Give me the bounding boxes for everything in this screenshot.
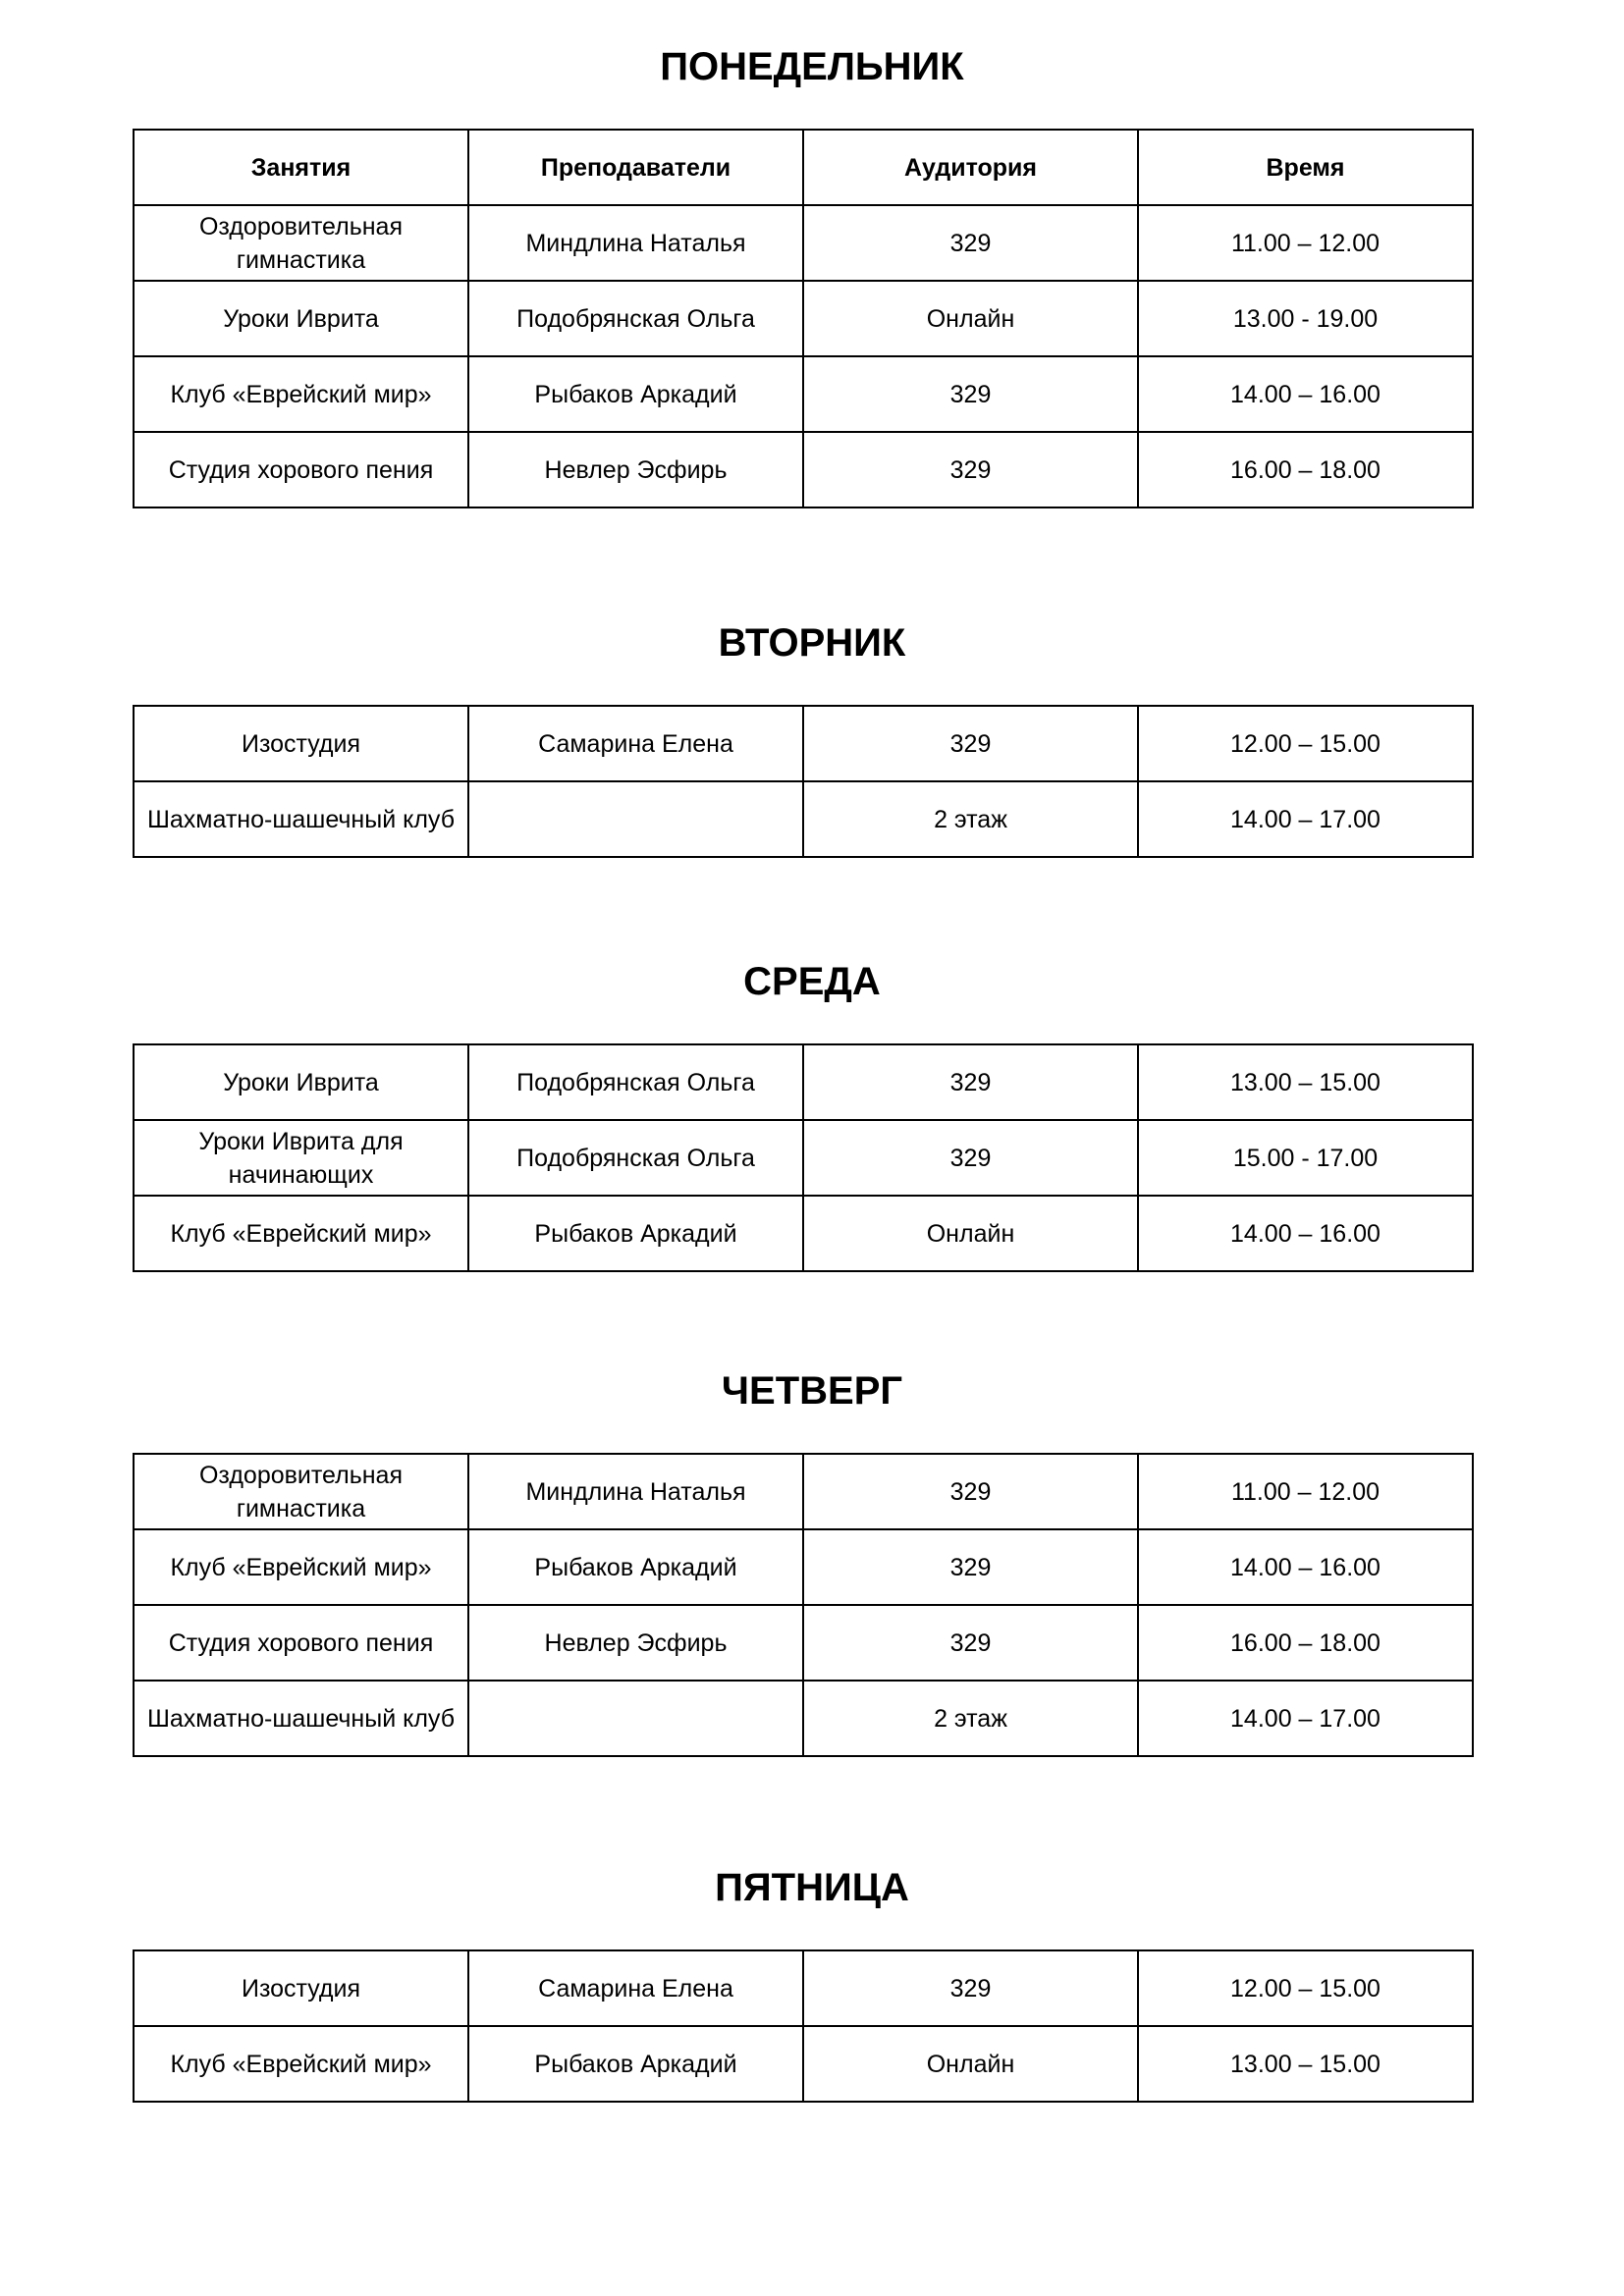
cell-teacher: Рыбаков Аркадий	[468, 356, 803, 432]
cell-time: 14.00 – 16.00	[1138, 1196, 1473, 1271]
cell-room: 329	[803, 205, 1138, 281]
header-teacher: Преподаватели	[468, 130, 803, 205]
header-room: Аудитория	[803, 130, 1138, 205]
cell-teacher: Рыбаков Аркадий	[468, 2026, 803, 2102]
cell-teacher: Подобрянская Ольга	[468, 1044, 803, 1120]
table-row	[134, 1196, 1473, 1271]
cell-teacher: Самарина Елена	[468, 1950, 803, 2026]
schedule-table-thursday	[133, 1453, 1474, 1757]
cell-teacher	[468, 1681, 803, 1756]
table-row	[134, 1681, 1473, 1756]
day-title-monday: ПОНЕДЕЛЬНИК	[660, 45, 964, 88]
cell-subject: Изостудия	[134, 1950, 468, 2026]
cell-time: 14.00 – 16.00	[1138, 356, 1473, 432]
cell-subject: Оздоровительная гимнастика	[134, 1454, 468, 1529]
cell-room: 329	[803, 356, 1138, 432]
cell-time: 16.00 – 18.00	[1138, 1605, 1473, 1681]
day-title-wednesday: СРЕДА	[743, 960, 881, 1003]
cell-subject: Студия хорового пения	[134, 432, 468, 507]
cell-room: Онлайн	[803, 1196, 1138, 1271]
cell-time: 11.00 – 12.00	[1138, 1454, 1473, 1529]
table-row	[134, 281, 1473, 356]
cell-time: 12.00 – 15.00	[1138, 1950, 1473, 2026]
schedule-table-tuesday	[133, 705, 1474, 858]
cell-time: 13.00 – 15.00	[1138, 2026, 1473, 2102]
cell-subject: Уроки Иврита	[134, 1044, 468, 1120]
cell-subject: Уроки Иврита для начинающих	[134, 1120, 468, 1196]
header-time: Время	[1138, 130, 1473, 205]
cell-teacher: Рыбаков Аркадий	[468, 1196, 803, 1271]
cell-subject: Уроки Иврита	[134, 281, 468, 356]
table-row	[134, 1120, 1473, 1196]
table-header-row	[134, 130, 1473, 205]
cell-teacher: Миндлина Наталья	[468, 205, 803, 281]
cell-time: 14.00 – 16.00	[1138, 1529, 1473, 1605]
cell-room: 329	[803, 1044, 1138, 1120]
cell-room: 329	[803, 706, 1138, 781]
cell-time: 12.00 – 15.00	[1138, 706, 1473, 781]
cell-teacher: Подобрянская Ольга	[468, 281, 803, 356]
cell-subject: Клуб «Еврейский мир»	[134, 356, 468, 432]
cell-time: 16.00 – 18.00	[1138, 432, 1473, 507]
cell-room: Онлайн	[803, 281, 1138, 356]
table-row	[134, 1044, 1473, 1120]
day-title-tuesday: ВТОРНИК	[718, 621, 906, 665]
table-row	[134, 1529, 1473, 1605]
cell-room: 329	[803, 432, 1138, 507]
schedule-table-monday	[133, 129, 1474, 508]
schedule-table-wednesday	[133, 1043, 1474, 1272]
cell-room: 329	[803, 1120, 1138, 1196]
day-title-thursday: ЧЕТВЕРГ	[721, 1369, 903, 1413]
cell-room: 329	[803, 1605, 1138, 1681]
cell-subject: Шахматно-шашечный клуб	[134, 781, 468, 857]
table-row	[134, 1605, 1473, 1681]
cell-teacher: Миндлина Наталья	[468, 1454, 803, 1529]
cell-time: 13.00 – 15.00	[1138, 1044, 1473, 1120]
table-row	[134, 356, 1473, 432]
cell-subject: Клуб «Еврейский мир»	[134, 1196, 468, 1271]
cell-time: 14.00 – 17.00	[1138, 781, 1473, 857]
header-subject: Занятия	[134, 130, 468, 205]
cell-teacher	[468, 781, 803, 857]
cell-subject: Студия хорового пения	[134, 1605, 468, 1681]
table-row	[134, 2026, 1473, 2102]
table-row	[134, 781, 1473, 857]
cell-time: 11.00 – 12.00	[1138, 205, 1473, 281]
cell-time: 14.00 – 17.00	[1138, 1681, 1473, 1756]
cell-subject: Шахматно-шашечный клуб	[134, 1681, 468, 1756]
cell-subject: Изостудия	[134, 706, 468, 781]
schedule-table-friday	[133, 1949, 1474, 2103]
cell-teacher: Невлер Эсфирь	[468, 1605, 803, 1681]
day-title-friday: ПЯТНИЦА	[715, 1866, 909, 1909]
cell-room: Онлайн	[803, 2026, 1138, 2102]
cell-teacher: Невлер Эсфирь	[468, 432, 803, 507]
cell-room: 329	[803, 1950, 1138, 2026]
cell-teacher: Самарина Елена	[468, 706, 803, 781]
cell-subject: Клуб «Еврейский мир»	[134, 2026, 468, 2102]
table-row	[134, 432, 1473, 507]
cell-room: 2 этаж	[803, 1681, 1138, 1756]
cell-room: 329	[803, 1454, 1138, 1529]
cell-room: 2 этаж	[803, 781, 1138, 857]
cell-time: 15.00 - 17.00	[1138, 1120, 1473, 1196]
table-row	[134, 1454, 1473, 1529]
cell-teacher: Подобрянская Ольга	[468, 1120, 803, 1196]
cell-teacher: Рыбаков Аркадий	[468, 1529, 803, 1605]
cell-time: 13.00 - 19.00	[1138, 281, 1473, 356]
table-row	[134, 706, 1473, 781]
table-row	[134, 205, 1473, 281]
cell-subject: Оздоровительная гимнастика	[134, 205, 468, 281]
cell-room: 329	[803, 1529, 1138, 1605]
cell-subject: Клуб «Еврейский мир»	[134, 1529, 468, 1605]
table-row	[134, 1950, 1473, 2026]
